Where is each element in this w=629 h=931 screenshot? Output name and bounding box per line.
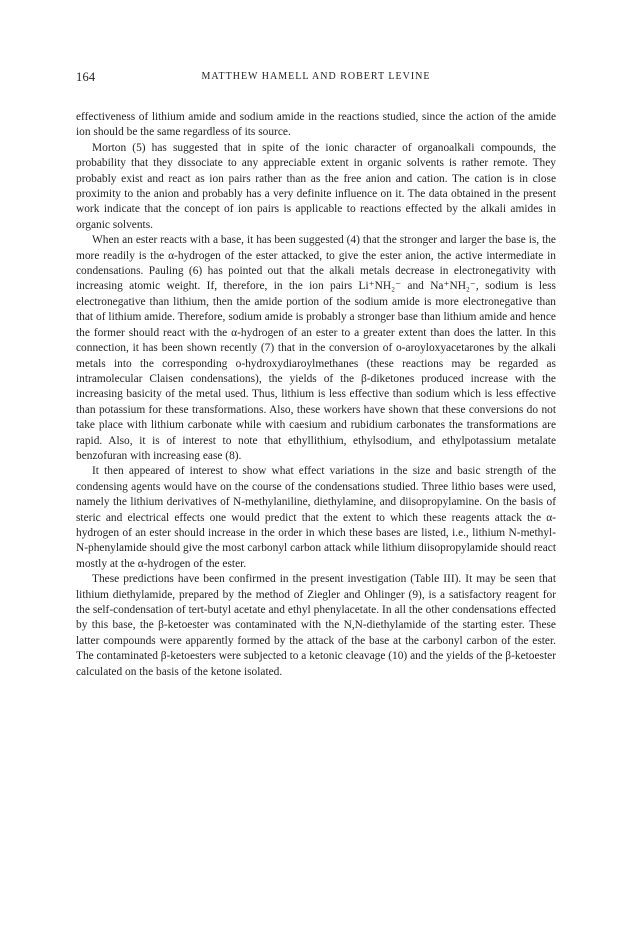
paragraph: Morton (5) has suggested that in spite of the ionic character of organoalkali compounds, the probability that they dissociate to any appreciable extent in organic solvents is rather remote. They probably exist and react as ion pairs rather than as the free anion and cation. The cation is in close proximity to the anion and probably has a very definite influence on it. The data obtained in the present work indicate that the concept of ion pairs is applicable to reactions effected by the alkali amides in organic solvents. (76, 141, 556, 231)
paragraph: It then appeared of interest to show what effect variations in the size and basic strength of the condensing agents would have on the course of the condensations studied. Three lithio bases were used, namely the lithium derivatives of N-methylaniline, diethylamine, and diisopropylamine. On the basis of steric and electrical effects one would predict that the extent to which these reagents attack the α-hydrogen of an ester should increase in the order in which these bases are listed, i.e., lithium N-methyl-N-phenylamide should give the most carbonyl carbon attack while lithium diisopropylamide should react mostly at the α-hydrogen of the ester. (76, 465, 556, 570)
paragraph: These predictions have been confirmed in the present investigation (Table III). It may be seen that lithium diethylamide, prepared by the method of Ziegler and Ohlinger (9), is a satisfactory reagent for the self-condensation of tert-butyl acetate and ethyl phenylacetate. In all the other condensations effected by this base, the β-ketoester was contaminated with the N,N-diethylamide of the starting ester. These latter compounds were apparently formed by the attack of the base at the carbonyl carbon of the ester. The contaminated β-ketoesters were subjected to a ketonic cleavage (10) and the yields of the β-ketoester calculated on the basis of the ketone isolated. (76, 573, 556, 678)
body-text (76, 110, 556, 680)
running-head: MATTHEW HAMELL AND ROBERT LEVINE (201, 71, 431, 82)
page-number: 164 (76, 70, 96, 84)
paragraph: When an ester reacts with a base, it has been suggested (4) that the stronger and larger the base is, the more readily is the α-hydrogen of the ester attacked, to give the ester anion, the active intermediate in condensations. Pauling (6) has pointed out that the alkali metals decrease in electronegativity with increasing atomic weight. If, therefore, in the ion pairs Li⁺NH₂⁻ and Na⁺NH₂⁻, sodium is less electronegative than lithium, then the amide portion of the sodium amide is more electronegative than that of lithium amide. Therefore, sodium amide is probably a stronger base than lithium amide and hence the former should react with the α-hydrogen of an ester to a greater extent than does the latter. In this connection, it has been shown recently (7) that in the conversion of o-aroyloxyacetarones by the alkali metals into the corresponding o-hydroxydiaroylmethanes (these reactions may be regarded as intramolecular Claisen condensations), the yields of the β-diketones produced increase with the increasing basicity of the metal used. Thus, lithium is less effective than sodium which is less effective than potassium for these transformations. Also, these workers have shown that these conversions do not take place with lithium carbonate while with caesium and rubidium carbonates the transformations are rapid. Also, it is of interest to note that ethyllithium, ethylsodium, and ethylpotassium metalate benzofuran with increasing ease (8). (76, 234, 556, 462)
paragraph: effectiveness of lithium amide and sodium amide in the reactions studied, since the action of the amide ion should be the same regardless of its source. (76, 111, 556, 139)
document-page (76, 70, 556, 680)
page-header (76, 70, 556, 86)
